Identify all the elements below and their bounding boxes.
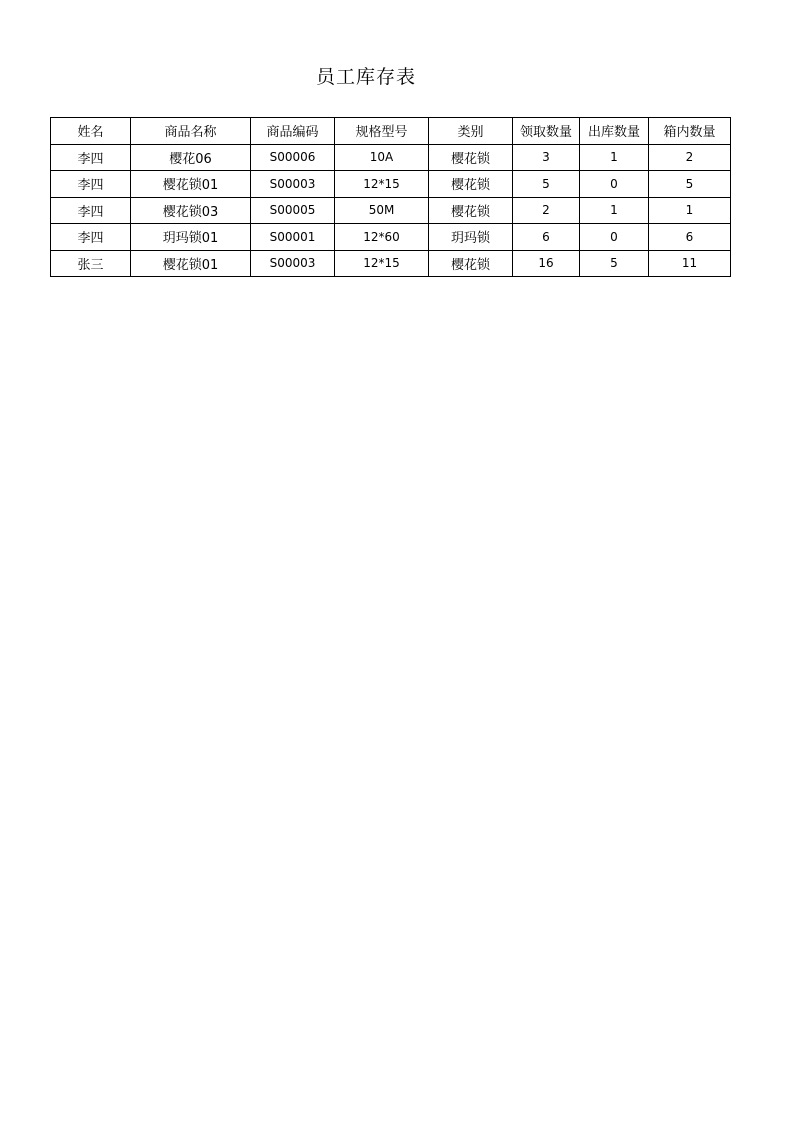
cell-category: 樱花锁 <box>429 197 513 224</box>
header-product-name: 商品名称 <box>131 118 251 145</box>
cell-box-qty: 1 <box>649 197 731 224</box>
header-spec-model: 规格型号 <box>335 118 429 145</box>
cell-product-name: 樱花锁01 <box>131 250 251 277</box>
cell-product-code: S00003 <box>251 171 335 198</box>
header-product-code: 商品编码 <box>251 118 335 145</box>
inventory-table <box>50 117 731 277</box>
cell-spec-model: 12*60 <box>335 224 429 251</box>
cell-product-name: 樱花锁01 <box>131 171 251 198</box>
cell-received-qty: 5 <box>513 171 580 198</box>
header-box-qty: 箱内数量 <box>649 118 731 145</box>
cell-category: 樱花锁 <box>429 144 513 171</box>
cell-outbound-qty: 5 <box>580 250 649 277</box>
table-row <box>51 171 731 198</box>
cell-outbound-qty: 1 <box>580 197 649 224</box>
table-row <box>51 144 731 171</box>
cell-category: 樱花锁 <box>429 171 513 198</box>
cell-spec-model: 12*15 <box>335 171 429 198</box>
cell-spec-model: 12*15 <box>335 250 429 277</box>
header-category: 类别 <box>429 118 513 145</box>
cell-category: 樱花锁 <box>429 250 513 277</box>
cell-name: 李四 <box>51 224 131 251</box>
cell-name: 李四 <box>51 171 131 198</box>
cell-outbound-qty: 1 <box>580 144 649 171</box>
cell-received-qty: 3 <box>513 144 580 171</box>
table-row <box>51 197 731 224</box>
cell-outbound-qty: 0 <box>580 171 649 198</box>
document-title: 员工库存表 <box>315 66 416 88</box>
table-row <box>51 224 731 251</box>
cell-name: 张三 <box>51 250 131 277</box>
cell-product-name: 玥玛锁01 <box>131 224 251 251</box>
cell-spec-model: 10A <box>335 144 429 171</box>
table-row <box>51 250 731 277</box>
cell-product-code: S00003 <box>251 250 335 277</box>
cell-received-qty: 6 <box>513 224 580 251</box>
header-name: 姓名 <box>51 118 131 145</box>
cell-product-code: S00005 <box>251 197 335 224</box>
cell-name: 李四 <box>51 144 131 171</box>
cell-box-qty: 2 <box>649 144 731 171</box>
cell-category: 玥玛锁 <box>429 224 513 251</box>
cell-box-qty: 5 <box>649 171 731 198</box>
cell-received-qty: 2 <box>513 197 580 224</box>
cell-box-qty: 6 <box>649 224 731 251</box>
cell-outbound-qty: 0 <box>580 224 649 251</box>
cell-product-code: S00006 <box>251 144 335 171</box>
cell-product-code: S00001 <box>251 224 335 251</box>
header-outbound-qty: 出库数量 <box>580 118 649 145</box>
cell-product-name: 樱花06 <box>131 144 251 171</box>
cell-spec-model: 50M <box>335 197 429 224</box>
cell-name: 李四 <box>51 197 131 224</box>
cell-received-qty: 16 <box>513 250 580 277</box>
cell-product-name: 樱花锁03 <box>131 197 251 224</box>
header-received-qty: 领取数量 <box>513 118 580 145</box>
cell-box-qty: 11 <box>649 250 731 277</box>
table-header-row <box>51 118 731 145</box>
